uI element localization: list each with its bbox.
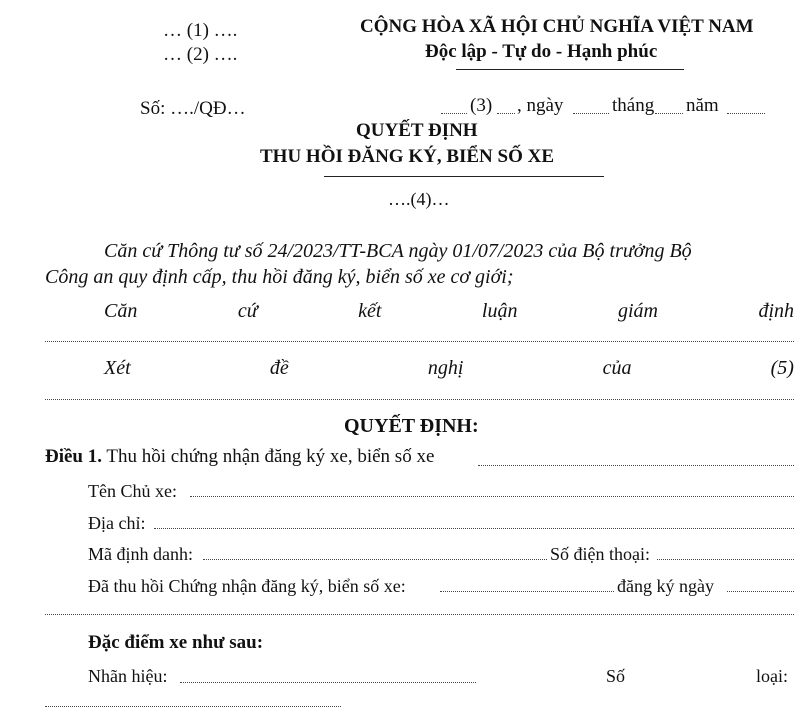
place-marker: (3) — [470, 95, 493, 116]
year-dots — [727, 113, 765, 114]
legal-basis-2-dots — [45, 341, 794, 342]
recovered-dots — [440, 591, 614, 592]
word: đề — [269, 357, 289, 379]
word: Căn — [104, 300, 138, 322]
number-label: Số — [606, 666, 626, 686]
phone-dots — [657, 559, 794, 560]
address-label: Địa chỉ: — [88, 513, 146, 533]
registration-date-label: đăng ký ngày — [617, 576, 714, 596]
place-dots-2 — [497, 113, 515, 114]
day-dots — [573, 113, 609, 114]
word: Xét — [104, 357, 131, 379]
word: kết — [358, 300, 382, 322]
legal-basis-1a: Căn cứ Thông tư số 24/2023/TT-BCA ngày 01/07/2023 của Bộ trưởng Bộ — [104, 240, 692, 262]
date-thang-label: tháng — [612, 95, 655, 116]
word: định — [758, 300, 794, 322]
word: của — [602, 357, 632, 379]
recovered-label: Đã thu hồi Chứng nhận đăng ký, biển số xe: — [88, 576, 406, 596]
brand-continuation-dots — [45, 706, 341, 707]
article-1-label: Điều 1. — [45, 446, 102, 467]
id-number-label: Mã định danh: — [88, 544, 193, 564]
legal-basis-1b: Công an quy định cấp, thu hồi đăng ký, biển số xe cơ giới; — [45, 266, 514, 288]
motto-underline — [456, 69, 684, 70]
brand-label: Nhãn hiệu: — [88, 666, 168, 686]
article-1 — [45, 446, 434, 468]
word: nghị — [427, 357, 464, 379]
article-1-dots — [478, 465, 794, 466]
id-number-dots — [203, 559, 547, 560]
decision-title: QUYẾT ĐỊNH — [356, 120, 478, 141]
decision-subject: THU HỒI ĐĂNG KÝ, BIỂN SỐ XE — [260, 146, 555, 167]
nation-name: CỘNG HÒA XÃ HỘI CHỦ NGHĨA VIỆT NAM — [360, 16, 754, 37]
vehicle-heading: Đặc điểm xe như sau: — [88, 632, 264, 653]
word: (5) — [770, 357, 794, 379]
date-ngay-label: , ngày — [517, 95, 564, 116]
type-label: loại: — [756, 666, 788, 686]
document-number: Số: …./QĐ… — [140, 98, 246, 119]
article-1-text: Thu hồi chứng nhận đăng ký xe, biển số xe — [106, 446, 435, 467]
owner-name-label: Tên Chủ xe: — [88, 481, 177, 501]
issuing-authority: ….(4)… — [388, 189, 450, 209]
brand-dots — [180, 682, 476, 683]
motto: Độc lập - Tự do - Hạnh phúc — [425, 41, 658, 62]
recovered-continuation-dots — [45, 614, 794, 615]
proposal-dots — [45, 399, 794, 400]
word: giám — [617, 300, 658, 322]
address-dots — [154, 528, 794, 529]
month-dots — [655, 113, 683, 114]
title-underline — [324, 176, 604, 177]
place-dots — [441, 113, 467, 114]
decision-heading: QUYẾT ĐỊNH: — [344, 415, 479, 437]
phone-label: Số điện thoại: — [550, 544, 650, 564]
word: cứ — [237, 300, 258, 322]
registration-date-dots — [727, 591, 794, 592]
proposal-line — [104, 357, 794, 380]
word: luận — [481, 300, 518, 322]
date-nam-label: năm — [686, 95, 719, 116]
owner-name-dots — [190, 496, 794, 497]
legal-basis-2 — [104, 300, 794, 323]
agency-line-1: … (1) …. — [163, 20, 238, 41]
agency-line-2: … (2) …. — [163, 44, 238, 65]
